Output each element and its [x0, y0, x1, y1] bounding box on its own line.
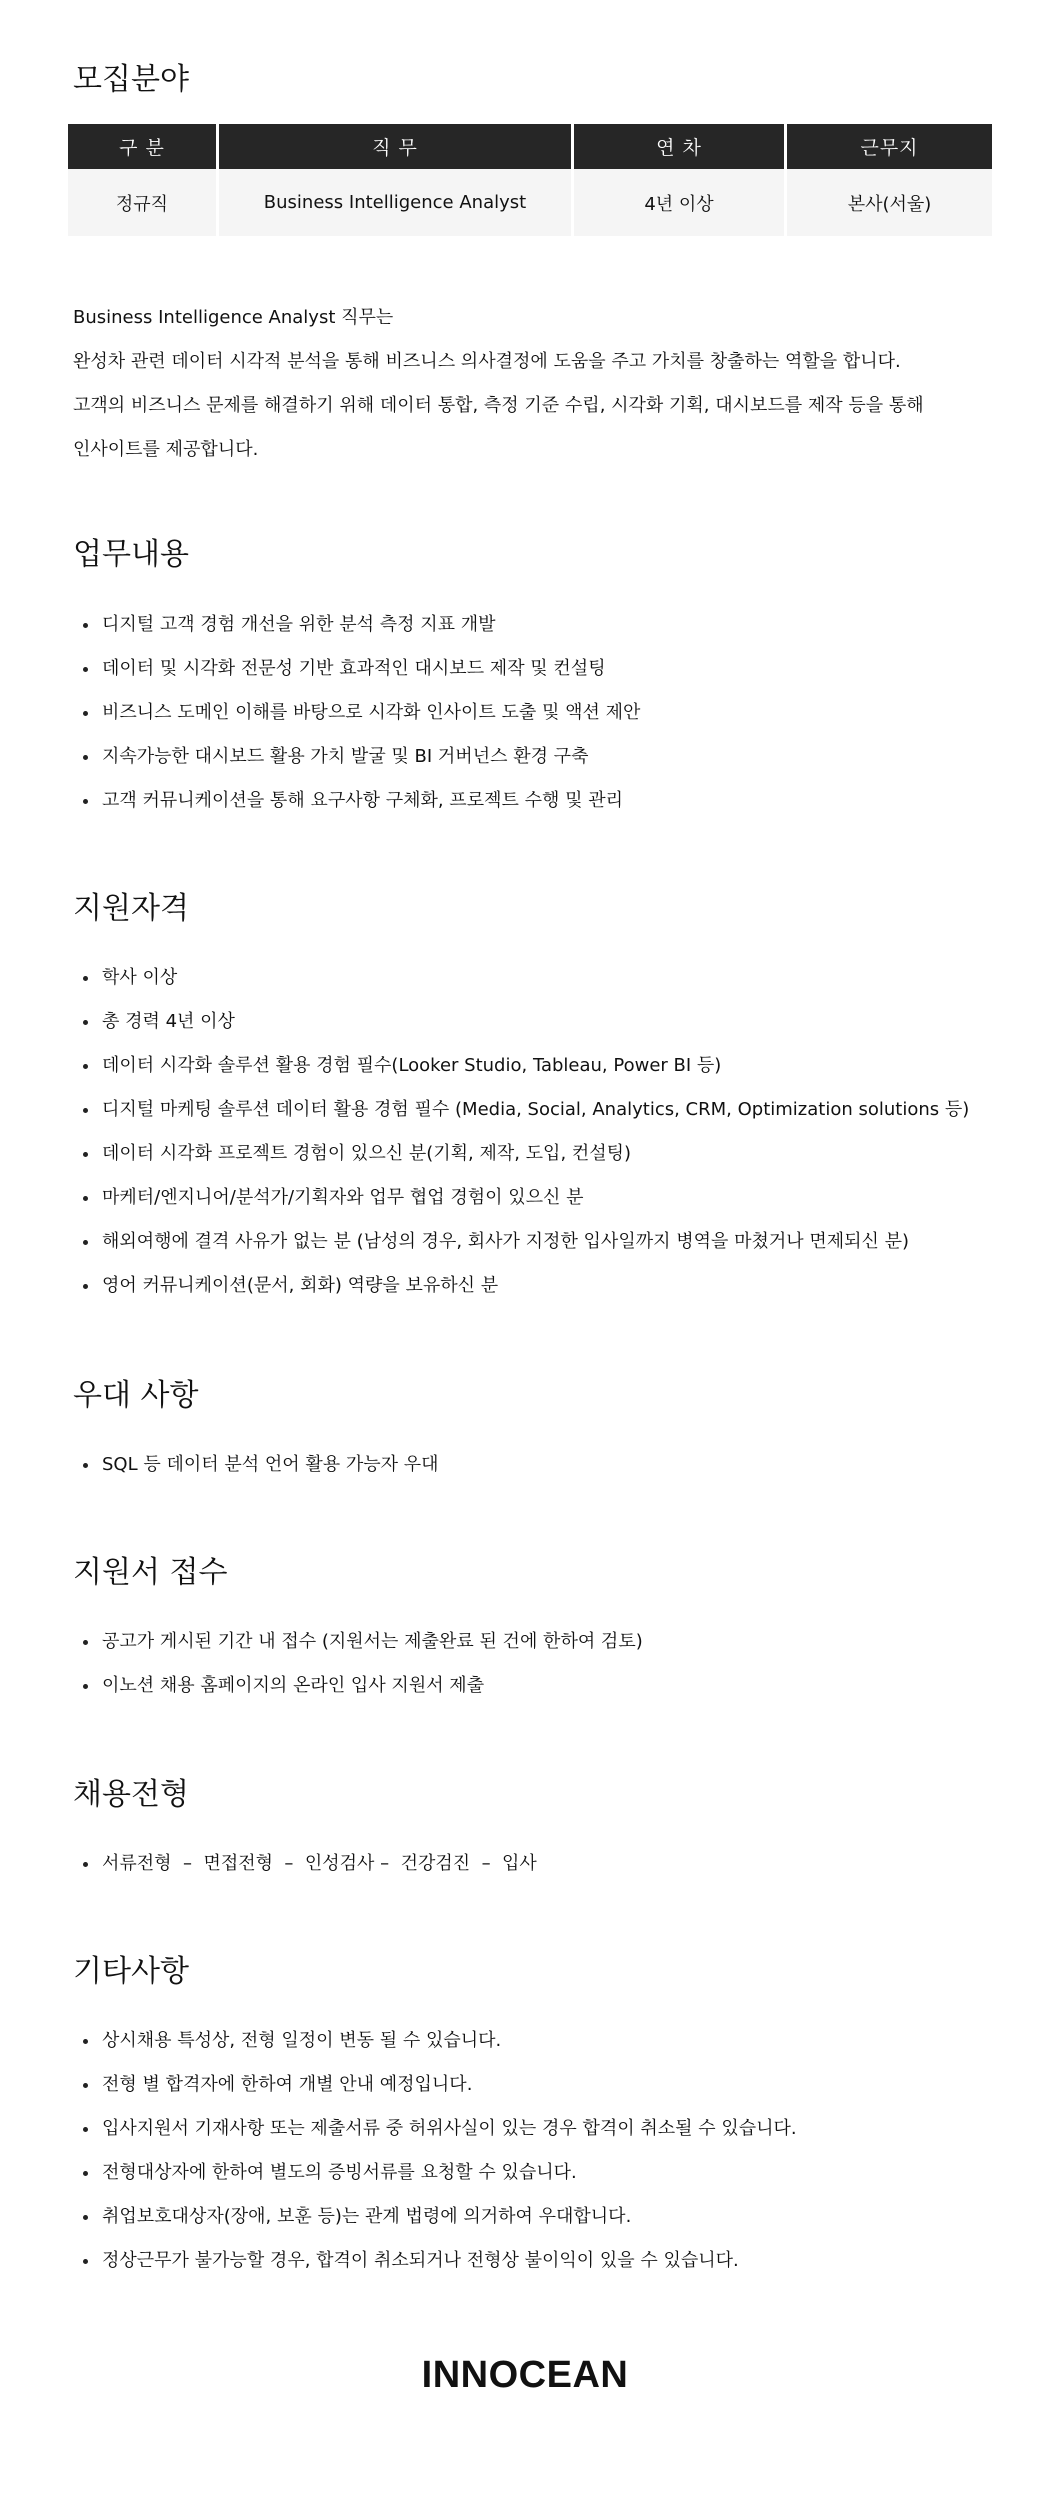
list-item: 디지털 고객 경험 개선을 위한 분석 측정 지표 개발 [80, 603, 640, 647]
application-title: 지원서 접수 [73, 1555, 228, 1590]
header-category: 구 분 [68, 124, 216, 169]
intro-line: Business Intelligence Analyst 직무는 [73, 307, 394, 328]
list-item: 해외여행에 결격 사유가 없는 분 (남성의 경우, 회사가 지정한 입사일까지 병역을 마쳤거나 면제되신 분) [80, 1220, 969, 1264]
duties-title: 업무내용 [73, 537, 189, 572]
process-title: 채용전형 [73, 1777, 189, 1812]
list-item: 지속가능한 대시보드 활용 가치 발굴 및 BI 거버넌스 환경 구축 [80, 735, 640, 779]
list-item: 비즈니스 도메인 이해를 바탕으로 시각화 인사이트 도출 및 액션 제안 [80, 691, 640, 735]
list-item: 입사지원서 기재사항 또는 제출서류 중 허위사실이 있는 경우 합격이 취소될 수 있습니다. [80, 2107, 797, 2151]
list-item: 데이터 및 시각화 전문성 기반 효과적인 대시보드 제작 및 컨설팅 [80, 647, 640, 691]
cell-location: 본사(서울) [787, 169, 992, 236]
etc-title: 기타사항 [73, 1954, 189, 1989]
header-location: 근무지 [787, 124, 992, 169]
list-item: 데이터 시각화 솔루션 활용 경험 필수(Looker Studio, Tableau, Power BI 등) [80, 1044, 969, 1088]
recruit-field-title: 모집분야 [73, 62, 189, 97]
table-row [68, 169, 992, 236]
list-item: 마케터/엔지니어/분석가/기획자와 업무 협업 경험이 있으신 분 [80, 1176, 969, 1220]
recruit-table [65, 124, 995, 236]
list-item: 전형 별 합격자에 한하여 개별 안내 예정입니다. [80, 2063, 797, 2107]
duties-list [80, 603, 640, 823]
list-item: 이노션 채용 홈페이지의 온라인 입사 지원서 제출 [80, 1664, 643, 1708]
list-item: 고객 커뮤니케이션을 통해 요구사항 구체화, 프로젝트 수행 및 관리 [80, 779, 640, 823]
process-list [80, 1842, 537, 1886]
cell-category: 정규직 [68, 169, 216, 236]
header-experience: 연 차 [574, 124, 784, 169]
qualifications-title: 지원자격 [73, 891, 189, 926]
list-item: 디지털 마케팅 솔루션 데이터 활용 경험 필수 (Media, Social, Analytics, CRM, Optimization solutions 등) [80, 1088, 969, 1132]
list-item: 데이터 시각화 프로젝트 경험이 있으신 분(기획, 제작, 도입, 컨설팅) [80, 1132, 969, 1176]
list-item: 서류전형 – 면접전형 – 인성검사 – 건강검진 – 입사 [80, 1842, 537, 1886]
preferred-title: 우대 사항 [73, 1378, 199, 1413]
header-job: 직 무 [219, 124, 571, 169]
list-item: SQL 등 데이터 분석 언어 활용 가능자 우대 [80, 1443, 439, 1487]
etc-list [80, 2019, 797, 2283]
list-item: 영어 커뮤니케이션(문서, 회화) 역량을 보유하신 분 [80, 1264, 969, 1308]
cell-job: Business Intelligence Analyst [219, 169, 571, 236]
preferred-list [80, 1443, 439, 1487]
job-intro [73, 296, 993, 472]
qualifications-list [80, 956, 969, 1308]
list-item: 정상근무가 불가능할 경우, 합격이 취소되거나 전형상 불이익이 있을 수 있습니다. [80, 2239, 797, 2283]
application-list [80, 1620, 643, 1708]
list-item: 전형대상자에 한하여 별도의 증빙서류를 요청할 수 있습니다. [80, 2151, 797, 2195]
intro-line: 완성차 관련 데이터 시각적 분석을 통해 비즈니스 의사결정에 도움을 주고 가치를 창출하는 역할을 합니다. [73, 351, 901, 372]
table-header-row [68, 124, 992, 169]
innocean-logo: INNOCEAN [421, 2354, 629, 2396]
cell-experience: 4년 이상 [574, 169, 784, 236]
list-item: 상시채용 특성상, 전형 일정이 변동 될 수 있습니다. [80, 2019, 797, 2063]
list-item: 공고가 게시된 기간 내 접수 (지원서는 제출완료 된 건에 한하여 검토) [80, 1620, 643, 1664]
list-item: 취업보호대상자(장애, 보훈 등)는 관계 법령에 의거하여 우대합니다. [80, 2195, 797, 2239]
list-item: 학사 이상 [80, 956, 969, 1000]
intro-line: 인사이트를 제공합니다. [73, 439, 259, 460]
list-item: 총 경력 4년 이상 [80, 1000, 969, 1044]
intro-line: 고객의 비즈니스 문제를 해결하기 위해 데이터 통합, 측정 기준 수립, 시각화 기획, 대시보드를 제작 등을 통해 [73, 395, 924, 416]
